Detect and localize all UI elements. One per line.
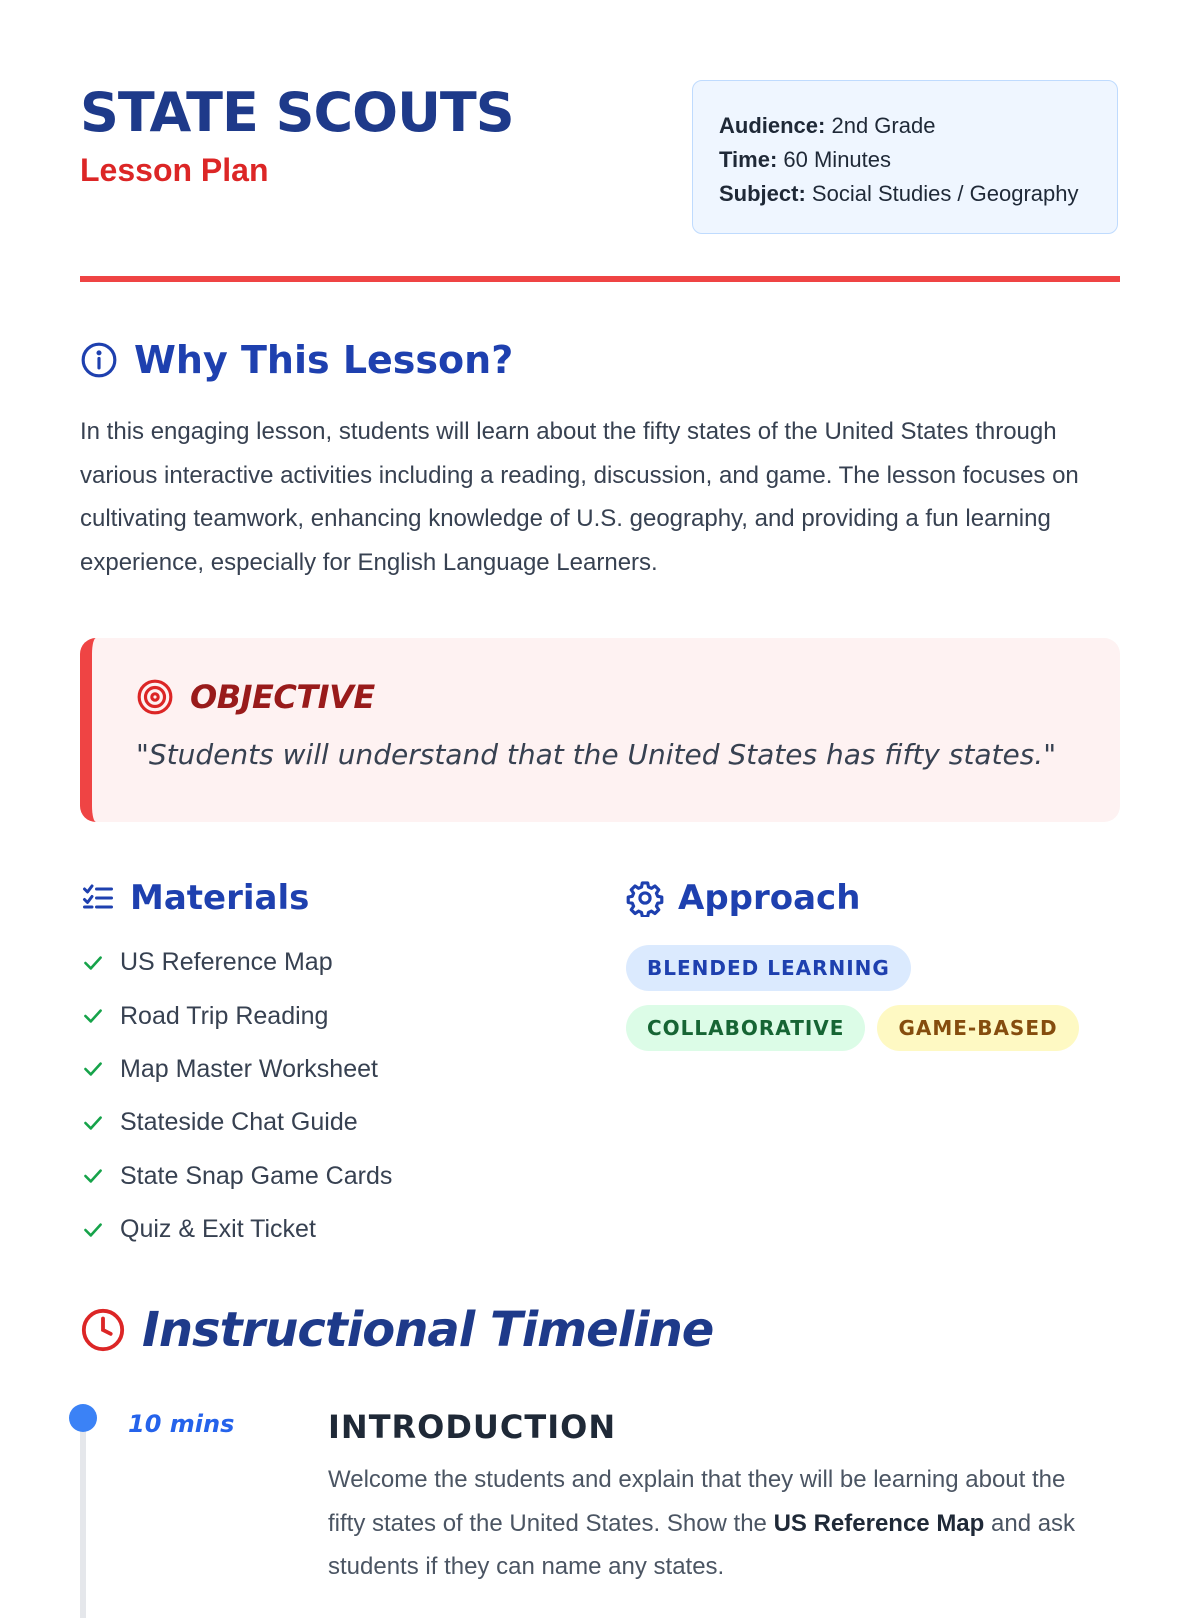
list-item bbox=[80, 989, 392, 1042]
check-icon bbox=[80, 1110, 106, 1136]
lesson-info-box bbox=[692, 80, 1118, 234]
materials-heading-text: Materials bbox=[130, 878, 310, 918]
objective-heading-text: OBJECTIVE bbox=[190, 678, 375, 716]
list-item bbox=[80, 1043, 392, 1096]
timeline-heading bbox=[80, 1302, 713, 1358]
material-label: Map Master Worksheet bbox=[120, 1054, 378, 1083]
material-label: State Snap Game Cards bbox=[120, 1161, 393, 1190]
check-icon bbox=[80, 1217, 106, 1243]
info-label: Audience: bbox=[719, 113, 826, 138]
materials-heading bbox=[80, 878, 309, 918]
list-item bbox=[80, 1150, 392, 1203]
tag-game-based: GAME-BASED bbox=[877, 1005, 1078, 1051]
info-value: 2nd Grade bbox=[825, 113, 936, 138]
info-label: Time: bbox=[719, 147, 778, 172]
objective-quote: "Students will understand that the United States has fifty states." bbox=[136, 738, 1057, 771]
material-label: Quiz & Exit Ticket bbox=[120, 1215, 316, 1244]
timeline-line bbox=[80, 1418, 86, 1618]
objective-heading bbox=[136, 678, 1076, 716]
objective-callout bbox=[80, 638, 1120, 822]
info-circle-icon bbox=[80, 341, 118, 379]
approach-heading-text: Approach bbox=[678, 878, 861, 918]
material-label: Road Trip Reading bbox=[120, 1001, 329, 1030]
step-text: and ask students if they can name any states. bbox=[328, 1509, 1076, 1580]
info-label: Subject: bbox=[719, 181, 806, 206]
list-item bbox=[80, 1096, 392, 1149]
list-item bbox=[80, 936, 392, 989]
check-icon bbox=[80, 1003, 106, 1029]
tag-blended-learning: BLENDED LEARNING bbox=[626, 945, 911, 991]
header-divider bbox=[80, 276, 1120, 282]
target-icon bbox=[136, 678, 174, 716]
material-label: US Reference Map bbox=[120, 948, 333, 977]
header bbox=[80, 80, 1120, 240]
material-label: Stateside Chat Guide bbox=[120, 1108, 358, 1137]
materials-list bbox=[80, 936, 392, 1256]
timeline-step-duration: 10 mins bbox=[128, 1410, 235, 1438]
clock-icon bbox=[80, 1307, 126, 1353]
timeline-heading-text: Instructional Timeline bbox=[142, 1302, 714, 1358]
gear-icon bbox=[626, 879, 664, 917]
info-subject bbox=[719, 177, 1091, 211]
why-body: In this engaging lesson, students will learn about the fifty states of the United States through various interactive activities including a reading, discussion, and game. The lesson focuses on cultivating teamwork, enhancing knowledge of U.S. geography, and providing a fun learning experience, especially for English Language Learners. bbox=[80, 418, 1079, 576]
page-subtitle: Lesson Plan bbox=[80, 152, 269, 188]
step-emphasis: US Reference Map bbox=[773, 1509, 985, 1537]
step-text: Welcome the students and explain that they will be learning about the fifty states of the United States. Show the bbox=[328, 1466, 1066, 1537]
check-icon bbox=[80, 1056, 106, 1082]
info-value: Social Studies / Geography bbox=[805, 181, 1079, 206]
checklist-icon bbox=[80, 880, 116, 916]
page-title: STATE SCOUTS bbox=[80, 81, 514, 144]
approach-tags bbox=[626, 945, 1120, 1065]
info-audience bbox=[719, 109, 1091, 143]
why-heading bbox=[80, 338, 513, 382]
info-value: 60 Minutes bbox=[777, 147, 892, 172]
check-icon bbox=[80, 950, 106, 976]
tag-collaborative: COLLABORATIVE bbox=[626, 1005, 865, 1051]
timeline-step-body bbox=[328, 1458, 1088, 1589]
timeline-step-title: INTRODUCTION bbox=[328, 1408, 617, 1446]
check-icon bbox=[80, 1163, 106, 1189]
info-time bbox=[719, 143, 1091, 177]
timeline-dot bbox=[69, 1404, 97, 1432]
list-item bbox=[80, 1203, 392, 1256]
approach-heading bbox=[626, 878, 860, 918]
why-heading-text: Why This Lesson? bbox=[134, 338, 514, 382]
